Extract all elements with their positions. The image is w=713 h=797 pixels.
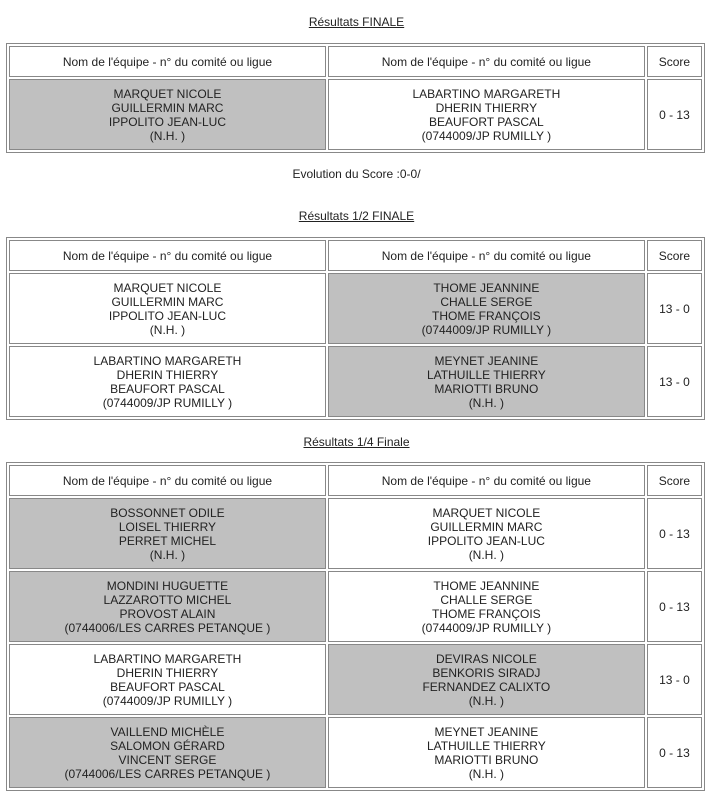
score-column-header: Score xyxy=(647,465,702,496)
team2-column-header: Nom de l'équipe - n° du comité ou ligue xyxy=(328,240,645,271)
match-row xyxy=(9,571,702,642)
club-label: (N.H. ) xyxy=(149,547,186,562)
team2-column-header: Nom de l'équipe - n° du comité ou ligue xyxy=(328,465,645,496)
quart-finale-table xyxy=(6,462,705,791)
club-label: (N.H. ) xyxy=(149,128,186,143)
table-header-row xyxy=(9,46,702,77)
team1-cell xyxy=(9,717,326,788)
team2-cell xyxy=(328,571,645,642)
player-name: BENKORIS SIRADJ xyxy=(432,665,541,680)
player-name: VINCENT SERGE xyxy=(118,752,217,767)
score-cell: 0 - 13 xyxy=(647,498,702,569)
player-name: CHALLE SERGE xyxy=(440,294,533,309)
player-name: LATHUILLE THIERRY xyxy=(427,367,546,382)
player-name: BEAUFORT PASCAL xyxy=(110,679,225,694)
club-label: (0744009/JP RUMILLY ) xyxy=(421,128,552,143)
player-name: IPPOLITO JEAN-LUC xyxy=(427,533,545,548)
team1-cell xyxy=(9,79,326,150)
team1-column-header: Nom de l'équipe - n° du comité ou ligue xyxy=(9,465,326,496)
player-name: BEAUFORT PASCAL xyxy=(110,381,225,396)
score-column-header: Score xyxy=(647,240,702,271)
club-label: (0744009/JP RUMILLY ) xyxy=(102,693,233,708)
club-label: (0744006/LES CARRES PETANQUE ) xyxy=(64,766,271,781)
club-label: (N.H. ) xyxy=(468,395,505,410)
player-name: MEYNET JEANINE xyxy=(434,353,539,368)
player-name: THOME JEANNINE xyxy=(433,578,540,593)
team1-cell xyxy=(9,571,326,642)
club-label: (0744009/JP RUMILLY ) xyxy=(421,322,552,337)
player-name: LABARTINO MARGARETH xyxy=(93,651,242,666)
team2-cell xyxy=(328,498,645,569)
team1-cell xyxy=(9,346,326,417)
team1-column-header: Nom de l'équipe - n° du comité ou ligue xyxy=(9,46,326,77)
player-name: GUILLERMIN MARC xyxy=(430,519,543,534)
table-header-row xyxy=(9,240,702,271)
player-name: LABARTINO MARGARETH xyxy=(412,86,561,101)
player-name: PROVOST ALAIN xyxy=(119,606,216,621)
team1-cell xyxy=(9,273,326,344)
team2-cell xyxy=(328,644,645,715)
player-name: FERNANDEZ CALIXTO xyxy=(422,679,551,694)
match-row xyxy=(9,273,702,344)
demi-finale-table xyxy=(6,237,705,420)
player-name: MARQUET NICOLE xyxy=(432,505,541,520)
club-label: (0744009/JP RUMILLY ) xyxy=(102,395,233,410)
finale-title: Résultats FINALE xyxy=(308,15,405,29)
player-name: THOME FRANÇOIS xyxy=(432,308,541,323)
match-row xyxy=(9,498,702,569)
club-label: (N.H. ) xyxy=(149,322,186,337)
match-row xyxy=(9,717,702,788)
match-row xyxy=(9,346,702,417)
player-name: MARQUET NICOLE xyxy=(113,86,222,101)
team2-cell xyxy=(328,346,645,417)
team1-cell xyxy=(9,498,326,569)
team2-cell xyxy=(328,717,645,788)
finale-table xyxy=(6,43,705,153)
club-label: (0744006/LES CARRES PETANQUE ) xyxy=(64,620,271,635)
score-evolution: Evolution du Score :0-0/ xyxy=(292,167,421,181)
match-row xyxy=(9,79,702,150)
score-column-header: Score xyxy=(647,46,702,77)
demi-finale-title: Résultats 1/2 FINALE xyxy=(298,209,415,223)
player-name: THOME FRANÇOIS xyxy=(432,606,541,621)
score-cell: 0 - 13 xyxy=(647,717,702,788)
player-name: PERRET MICHEL xyxy=(118,533,217,548)
player-name: THOME JEANNINE xyxy=(433,280,540,295)
player-name: LOISEL THIERRY xyxy=(118,519,217,534)
club-label: (0744009/JP RUMILLY ) xyxy=(421,620,552,635)
team2-cell xyxy=(328,79,645,150)
player-name: SALOMON GÉRARD xyxy=(110,738,225,753)
player-name: GUILLERMIN MARC xyxy=(111,294,224,309)
player-name: MARQUET NICOLE xyxy=(113,280,222,295)
table-header-row xyxy=(9,465,702,496)
player-name: VAILLEND MICHÈLE xyxy=(110,724,225,739)
score-cell: 0 - 13 xyxy=(647,571,702,642)
quart-finale-title: Résultats 1/4 Finale xyxy=(303,435,410,449)
player-name: DHERIN THIERRY xyxy=(116,665,219,680)
player-name: DEVIRAS NICOLE xyxy=(436,651,537,666)
player-name: IPPOLITO JEAN-LUC xyxy=(108,308,227,323)
score-cell: 13 - 0 xyxy=(647,273,702,344)
player-name: LATHUILLE THIERRY xyxy=(427,738,546,753)
player-name: MEYNET JEANINE xyxy=(434,724,539,739)
club-label: (N.H. ) xyxy=(468,547,505,562)
player-name: LAZZAROTTO MICHEL xyxy=(103,592,232,607)
player-name: DHERIN THIERRY xyxy=(116,367,219,382)
player-name: CHALLE SERGE xyxy=(440,592,533,607)
player-name: IPPOLITO JEAN-LUC xyxy=(108,114,227,129)
player-name: MARIOTTI BRUNO xyxy=(434,752,539,767)
player-name: BEAUFORT PASCAL xyxy=(429,114,544,129)
team1-column-header: Nom de l'équipe - n° du comité ou ligue xyxy=(9,240,326,271)
player-name: MARIOTTI BRUNO xyxy=(434,381,539,396)
player-name: LABARTINO MARGARETH xyxy=(93,353,242,368)
player-name: MONDINI HUGUETTE xyxy=(106,578,229,593)
player-name: DHERIN THIERRY xyxy=(435,100,538,115)
match-row xyxy=(9,644,702,715)
team2-column-header: Nom de l'équipe - n° du comité ou ligue xyxy=(328,46,645,77)
score-cell: 13 - 0 xyxy=(647,346,702,417)
club-label: (N.H. ) xyxy=(468,766,505,781)
team2-cell xyxy=(328,273,645,344)
club-label: (N.H. ) xyxy=(468,693,505,708)
player-name: GUILLERMIN MARC xyxy=(111,100,224,115)
player-name: BOSSONNET ODILE xyxy=(110,505,225,520)
score-cell: 13 - 0 xyxy=(647,644,702,715)
score-cell: 0 - 13 xyxy=(647,79,702,150)
team1-cell xyxy=(9,644,326,715)
